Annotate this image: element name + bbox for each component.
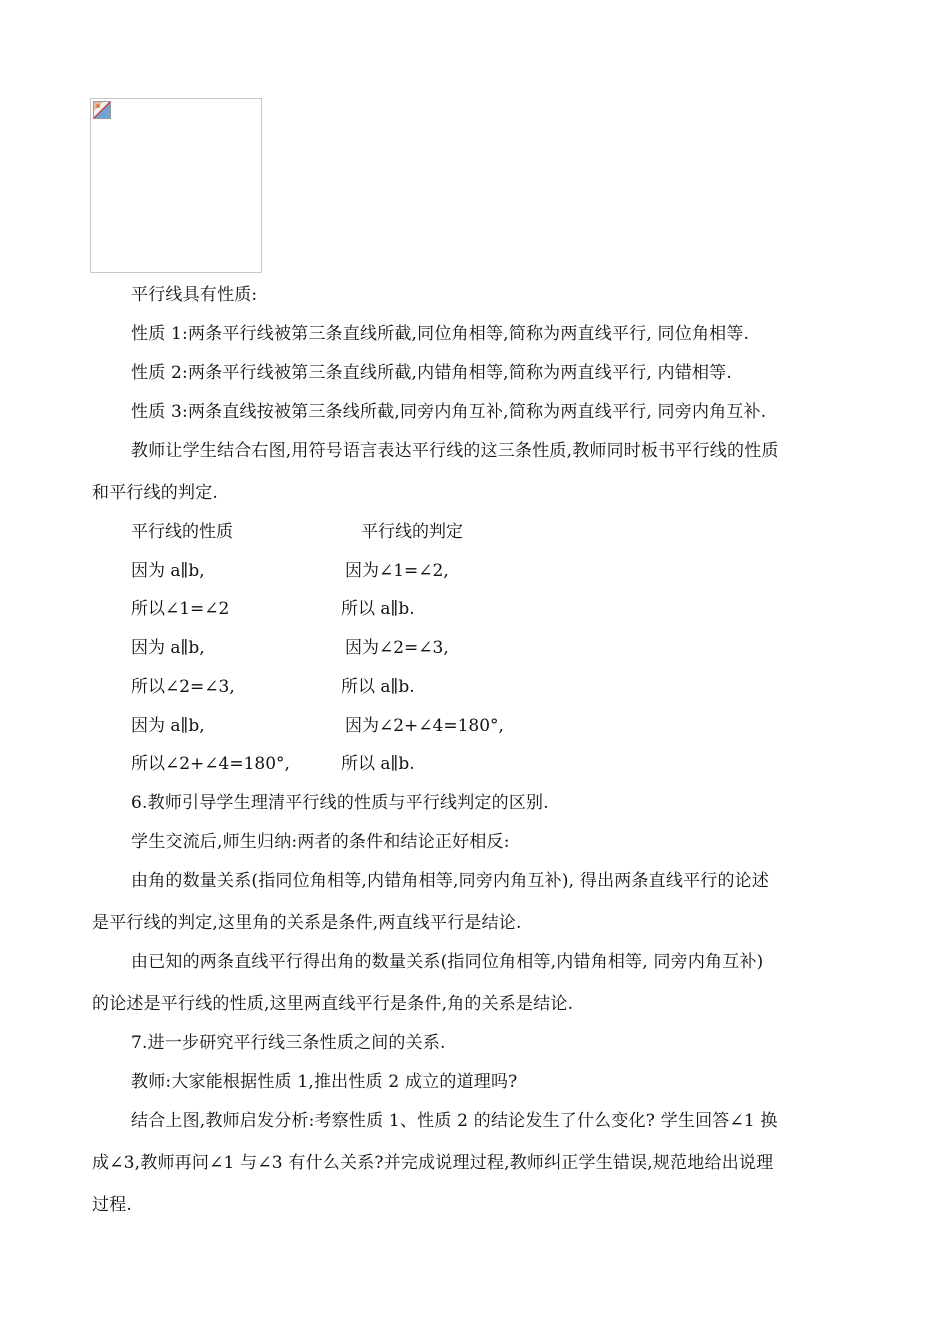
paragraph-property-1: 性质 1:两条平行线被第三条直线所截,同位角相等,简称为两直线平行, 同位角相等. [131,324,750,344]
table-cell-right: 因为∠2=∠3, [345,638,449,658]
section-6-criteria-text-cont: 是平行线的判定,这里角的关系是条件,两直线平行是结论. [92,913,522,933]
table-cell-right: 所以 a∥b. [341,599,415,619]
paragraph-teacher-instruction-cont: 和平行线的判定. [92,483,219,503]
paragraph-property-3: 性质 3:两条直线按被第三条线所截,同旁内角互补,简称为两直线平行, 同旁内角互补. [131,402,767,422]
table-cell-left: 所以∠2+∠4=180°, [131,754,290,774]
table-cell-left: 因为 a∥b, [131,716,205,736]
table-cell-right: 所以 a∥b. [341,754,415,774]
section-6-heading: 6.教师引导学生理清平行线的性质与平行线判定的区别. [131,793,549,813]
section-7-analysis-cont: 成∠3,教师再问∠1 与∠3 有什么关系?并完成说理过程,教师纠正学生错误,规范地给出说理 [92,1153,774,1173]
section-7-analysis: 结合上图,教师启发分析:考察性质 1、性质 2 的结论发生了什么变化? 学生回答∠1 换 [131,1111,778,1131]
broken-image-icon [93,101,111,119]
section-7-question: 教师:大家能根据性质 1,推出性质 2 成立的道理吗? [131,1072,518,1092]
section-7-heading: 7.进一步研究平行线三条性质之间的关系. [131,1033,446,1053]
table-cell-right: 因为∠1=∠2, [345,561,449,581]
table-cell-right: 因为∠2+∠4=180°, [345,716,504,736]
section-6-criteria-text: 由角的数量关系(指同位角相等,内错角相等,同旁内角互补), 得出两条直线平行的论述 [131,871,770,891]
table-cell-left: 因为 a∥b, [131,638,205,658]
section-6-properties-text-cont: 的论述是平行线的性质,这里两直线平行是条件,角的关系是结论. [92,994,574,1014]
table-header-properties: 平行线的性质 [131,522,233,542]
table-cell-left: 所以∠1=∠2 [131,599,230,619]
paragraph-properties-intro: 平行线具有性质: [131,285,258,305]
section-6-summary: 学生交流后,师生归纳:两者的条件和结论正好相反: [131,832,510,852]
section-7-analysis-end: 过程. [92,1195,133,1215]
table-cell-left: 所以∠2=∠3, [131,677,235,697]
image-placeholder [90,98,262,273]
paragraph-teacher-instruction: 教师让学生结合右图,用符号语言表达平行线的这三条性质,教师同时板书平行线的性质 [131,441,779,461]
section-6-properties-text: 由已知的两条直线平行得出角的数量关系(指同位角相等,内错角相等, 同旁内角互补) [131,952,764,972]
table-cell-right: 所以 a∥b. [341,677,415,697]
table-cell-left: 因为 a∥b, [131,561,205,581]
table-header-criteria: 平行线的判定 [361,522,463,542]
paragraph-property-2: 性质 2:两条平行线被第三条直线所截,内错角相等,简称为两直线平行, 内错相等. [131,363,732,383]
